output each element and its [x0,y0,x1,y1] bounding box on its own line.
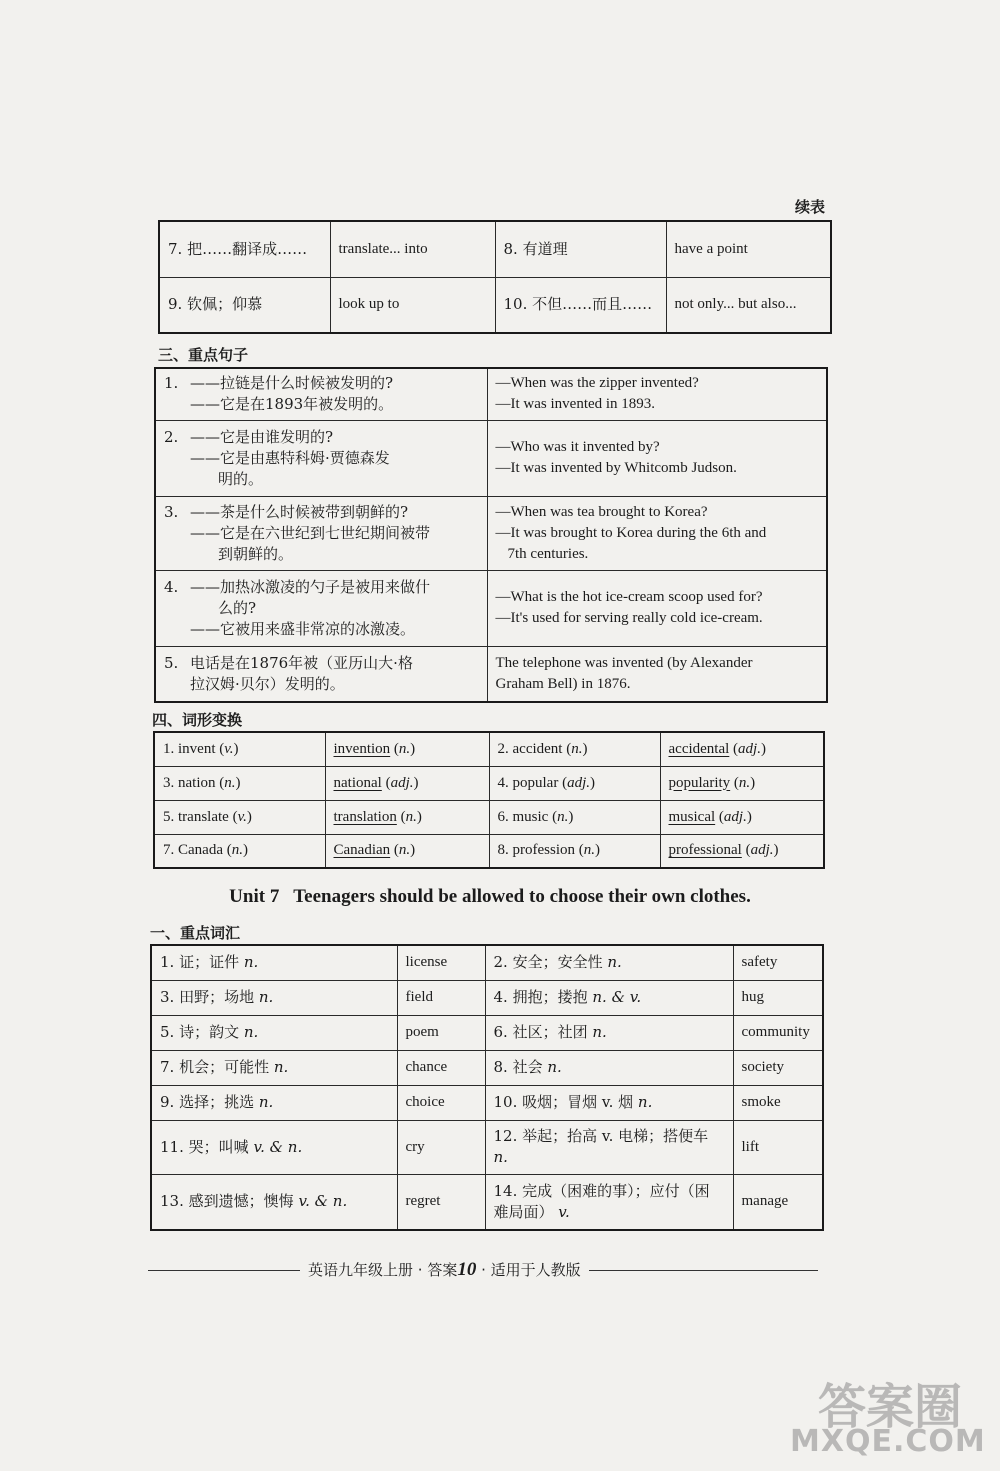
vocab-cn: 5. 诗；韵文 n. [151,1015,397,1050]
continued-label: 续表 [795,198,826,216]
sentence-en: —When was tea brought to Korea? [495,503,708,520]
sentence-cn: 拉汉姆·贝尔）发明的。 [190,674,345,693]
sentence-en: 7th centuries. [507,545,589,562]
vocab-cn: 7. 把……翻译成…… [159,221,330,277]
word-form-answer: translation (n.) [325,800,489,834]
vocab-en: look up to [330,277,495,333]
sentence-cn: 么的? [218,598,257,617]
vocab-en: cry [397,1120,485,1174]
unit-title: Unit 7 Teenagers should be allowed to choose their own clothes. [229,886,751,907]
word-forms-table [153,731,825,869]
sentence-cn: ——茶是什么时候被带到朝鲜的? [190,502,409,521]
watermark-logo: 答案圈 [818,1379,963,1435]
sentence-en: —It's used for serving really cold ice-cream. [495,610,763,626]
word-form-source: 3. nation (n.) [154,766,325,800]
table-row [151,1085,823,1120]
vocab-en: hug [733,980,823,1015]
sentence-cn: ——拉链是什么时候被发明的? [190,374,394,393]
table-row [155,368,827,420]
vocab-en: manage [733,1174,823,1230]
vocab-cn: 4. 拥抱；搂抱 n. & v. [485,980,733,1015]
vocab-cn: 3. 田野；场地 n. [151,980,397,1015]
word-form-answer: accidental (adj.) [660,732,824,766]
table-row [155,646,827,702]
section-title-sentences: 三、重点句子 [158,346,249,364]
sentence-en: The telephone was invented (by Alexander [495,654,753,671]
vocab-en: not only... but also... [666,277,831,333]
table-row [151,1015,823,1050]
word-form-source: 8. profession (n.) [489,834,660,868]
table-row [154,732,824,766]
vocab-cn: 13. 感到遗憾；懊悔 v. & n. [151,1174,397,1230]
vocab-continued-table [158,220,832,334]
table-row [151,945,823,980]
table-row [155,420,827,496]
table-row [151,1050,823,1085]
sentence-num: 4. [164,577,179,596]
vocab-cn: 8. 有道理 [495,221,666,277]
vocab-cn: 8. 社会 n. [485,1050,733,1085]
vocab-cn: 9. 钦佩；仰慕 [159,277,330,333]
sentence-en: Graham Bell) in 1876. [495,675,631,692]
table-row [155,570,827,646]
footer-book: 英语九年级上册 [308,1261,414,1279]
table-row [151,1174,823,1230]
vocab-en: regret [397,1174,485,1230]
sentence-cn: 电话是在1876年被（亚历山大·格 [190,653,413,672]
word-form-answer: popularity (n.) [660,766,824,800]
vocab-en: choice [397,1085,485,1120]
vocab-cn: 1. 证；证件 n. [151,945,397,980]
sentence-cn: ——它是由谁发明的? [190,427,334,446]
vocab-en: have a point [666,221,831,277]
table-row [155,496,827,570]
section-title-vocabulary: 一、重点词汇 [150,924,241,942]
vocab-en: society [733,1050,823,1085]
sentences-table [154,367,828,703]
table-row [159,277,831,333]
vocab-cn: 10. 吸烟；冒烟 v. 烟 n. [485,1085,733,1120]
page-number: 10 [457,1259,477,1280]
table-row [154,834,824,868]
sentence-en: —Who was it invented by? [495,439,660,455]
word-form-answer: Canadian (n.) [325,834,489,868]
word-form-answer: national (adj.) [325,766,489,800]
sentence-num: 2. [164,427,179,446]
sentence-en: —It was invented by Whitcomb Judson. [495,460,737,476]
table-row [151,1120,823,1174]
word-form-answer: musical (adj.) [660,800,824,834]
vocab-en: chance [397,1050,485,1085]
vocab-en: poem [397,1015,485,1050]
word-form-answer: invention (n.) [325,732,489,766]
sentence-cn: ——它是在六世纪到七世纪期间被带 [190,523,431,542]
vocab-unit7-table [150,944,824,1231]
sentence-cn: 到朝鲜的。 [218,544,294,563]
page-footer: 英语九年级上册 · 答案10 · 适用于人教版 [300,1259,589,1281]
vocab-cn: 9. 选择；挑选 n. [151,1085,397,1120]
table-row [151,980,823,1015]
vocab-en: community [733,1015,823,1050]
sentence-en: —It was brought to Korea during the 6th and [495,524,767,541]
word-form-source: 5. translate (v.) [154,800,325,834]
vocab-en: lift [733,1120,823,1174]
sentence-en: —When was the zipper invented? [495,375,699,392]
word-form-answer: professional (adj.) [660,834,824,868]
vocab-en: translate... into [330,221,495,277]
sentence-cn: 明的。 [218,469,264,488]
sentence-en: —What is the hot ice-cream scoop used for? [495,589,763,605]
vocab-en: license [397,945,485,980]
vocab-cn: 6. 社区；社团 n. [485,1015,733,1050]
table-row [159,221,831,277]
vocab-cn: 7. 机会；可能性 n. [151,1050,397,1085]
vocab-cn: 11. 哭；叫喊 v. & n. [151,1120,397,1174]
footer-edition: 适用于人教版 [490,1261,581,1279]
word-form-source: 4. popular (adj.) [489,766,660,800]
sentence-en: —It was invented in 1893. [495,396,656,413]
watermark-url: MXQE.COM [790,1424,986,1459]
vocab-cn: 14. 完成（困难的事）；应付（困难局面） v. [485,1174,733,1230]
vocab-cn: 2. 安全；安全性 n. [485,945,733,980]
word-form-source: 7. Canada (n.) [154,834,325,868]
word-form-source: 2. accident (n.) [489,732,660,766]
word-form-source: 6. music (n.) [489,800,660,834]
sentence-cn: ——它是在1893年被发明的。 [190,395,394,414]
sentence-cn: ——加热冰激凌的勺子是被用来做什 [190,577,431,596]
word-form-source: 1. invent (v.) [154,732,325,766]
vocab-cn: 12. 举起；抬高 v. 电梯；搭便车 n. [485,1120,733,1174]
table-row [154,766,824,800]
vocab-en: field [397,980,485,1015]
sentence-num: 3. [164,502,179,521]
footer-answer-label: 答案 [427,1261,458,1279]
sentence-num: 5. [164,653,179,672]
sentence-cn: ——它是由惠特科姆·贾德森发 [190,448,390,467]
vocab-cn: 10. 不但……而且…… [495,277,666,333]
vocab-en: safety [733,945,823,980]
sentence-num: 1. [164,374,179,393]
section-title-word-forms: 四、词形变换 [152,711,243,729]
table-row [154,800,824,834]
sentence-cn: ——它被用来盛非常凉的冰激凌。 [190,619,416,638]
vocab-en: smoke [733,1085,823,1120]
